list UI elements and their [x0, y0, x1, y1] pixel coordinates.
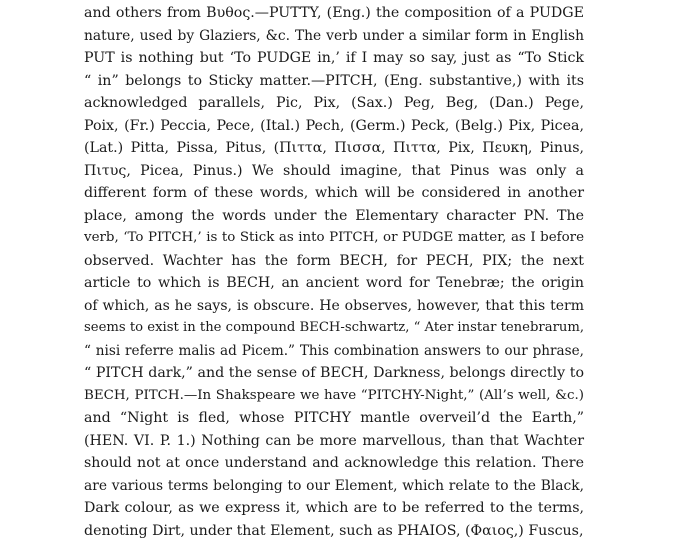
text-line: PUT is nothing but ‘To PUDGE in,’ if I may so say, just as “To Stick: [84, 47, 584, 70]
text-line: BECH, PITCH.—In Shakspeare we have “PITCHY-Night,” (All’s well, &c.): [84, 385, 584, 408]
text-line: Πιτυς, Picea, Pinus.) We should imagine, that Pinus was only a: [84, 160, 584, 183]
text-line: (HEN. VI. P. 1.) Nothing can be more marvellous, than that Wachter: [84, 430, 584, 453]
text-line: seems to exist in the compound BECH-schwartz, “ Ater instar tenebrarum,: [84, 317, 584, 340]
text-line: (Lat.) Pitta, Pissa, Pitus, (Πιττα, Πισσα, Πιττα, Pix, Πευκη, Pinus,: [84, 137, 584, 160]
text-line: acknowledged parallels, Pic, Pix, (Sax.) Peg, Beg, (Dan.) Pege,: [84, 92, 584, 115]
text-line: denoting Dirt, under that Element, such as PHAIOS, (Φαιος,) Fuscus,: [84, 520, 584, 542]
text-line: observed. Wachter has the form BECH, for PECH, PIX; the next: [84, 250, 584, 273]
text-line: Dark colour, as we express it, which are to be referred to the terms,: [84, 497, 584, 520]
text-line: place, among the words under the Elementary character PN. The: [84, 205, 584, 228]
text-line: and “Night is fled, whose PITCHY mantle overveil’d the Earth,”: [84, 407, 584, 430]
text-line: nature, used by Glaziers, &c. The verb under a similar form in English: [84, 25, 584, 48]
text-line: Poix, (Fr.) Peccia, Pece, (Ital.) Pech, (Germ.) Peck, (Belg.) Pix, Picea,: [84, 115, 584, 138]
text-line: are various terms belonging to our Element, which relate to the Black,: [84, 475, 584, 498]
text-line: “ nisi referre malis ad Picem.” This combination answers to our phrase,: [84, 340, 584, 363]
text-line: of which, as he says, is obscure. He observes, however, that this term: [84, 295, 584, 318]
text-line: “ in” belongs to Sticky matter.—PITCH, (Eng. substantive,) with its: [84, 70, 584, 93]
text-line: article to which is BECH, an ancient word for Tenebræ; the origin: [84, 272, 584, 295]
text-line: different form of these words, which will be considered in another: [84, 182, 584, 205]
text-line: verb, ‘To PITCH,’ is to Stick as into PITCH, or PUDGE matter, as I before: [84, 227, 584, 250]
document-page: [84, 2, 584, 542]
text-line: should not at once understand and acknowledge this relation. There: [84, 452, 584, 475]
text-line: and others from Βυθος.—PUTTY, (Eng.) the composition of a PUDGE: [84, 2, 584, 25]
text-line: “ PITCH dark,” and the sense of BECH, Darkness, belongs directly to: [84, 362, 584, 385]
